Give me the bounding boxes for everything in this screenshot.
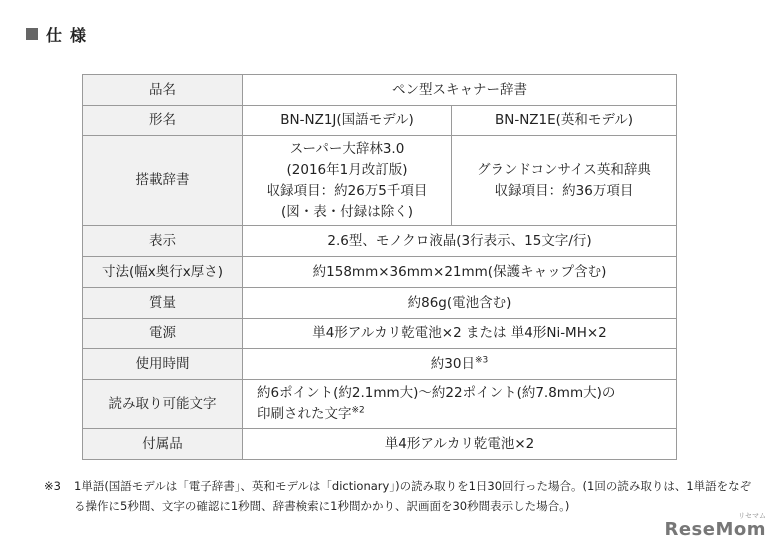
spec-value: ペン型スキャナー辞書 bbox=[243, 75, 677, 106]
spec-row-accessories bbox=[83, 429, 677, 460]
resemom-logo-text: ReseMom bbox=[664, 519, 766, 540]
spec-row-dictionaries bbox=[83, 136, 677, 226]
readable-characters-text: 印刷された文字 bbox=[257, 406, 352, 422]
spec-value-japanese-model: BN-NZ1J(国語モデル) bbox=[243, 106, 452, 136]
dictionary-line: 収録項目：約26万5千項目 bbox=[266, 182, 428, 199]
readable-characters-line: 約6ポイント(約2.1mm大)～約22ポイント(約7.8mm大)の bbox=[257, 385, 616, 401]
dictionary-line: スーパー大辞林3.0 bbox=[289, 140, 405, 157]
footnote-ref: ※2 bbox=[351, 405, 365, 416]
spec-label: 質量 bbox=[83, 288, 243, 319]
footnote bbox=[44, 477, 759, 516]
dictionary-line: (図・表・付録は除く) bbox=[280, 203, 414, 220]
spec-label: 付属品 bbox=[83, 429, 243, 460]
spec-row-model bbox=[83, 106, 677, 136]
spec-value-english-dictionary bbox=[452, 136, 677, 226]
footnote-text: 1単語(国語モデルは「電子辞書」、英和モデルは「dictionary」)の読み取りを1日30回行った場合。(1回の読み取りは、1単語をなぞる操作に5秒間、文字の確認に1秒間、辞書検索に1秒間かかり、訳画面を30秒間表示した場合。) bbox=[74, 479, 752, 513]
spec-label: 使用時間 bbox=[83, 349, 243, 380]
spec-row-readable-characters bbox=[83, 380, 677, 429]
spec-row-weight bbox=[83, 288, 677, 319]
spec-label: 寸法(幅x奥行x厚さ) bbox=[83, 257, 243, 288]
square-bullet-icon bbox=[26, 28, 38, 40]
spec-value: 単4形アルカリ乾電池×2 または 単4形Ni-MH×2 bbox=[243, 319, 677, 349]
spec-label: 搭載辞書 bbox=[83, 136, 243, 226]
usage-time-value: 約30日 bbox=[430, 355, 475, 372]
footnote-mark: ※3 bbox=[44, 479, 61, 493]
spec-row-power bbox=[83, 319, 677, 349]
spec-value: 約86g(電池含む) bbox=[243, 288, 677, 319]
spec-row-display bbox=[83, 226, 677, 257]
footnote-ref: ※3 bbox=[474, 355, 489, 365]
dictionary-line: (2016年1月改訂版) bbox=[286, 161, 408, 178]
dictionary-line: 収録項目：約36万項目 bbox=[494, 182, 634, 199]
spec-table bbox=[82, 74, 677, 460]
spec-row-dimensions bbox=[83, 257, 677, 288]
spec-label: 品名 bbox=[83, 75, 243, 106]
spec-row-product-name bbox=[83, 75, 677, 106]
dictionary-line: グランドコンサイス英和辞典 bbox=[477, 161, 651, 178]
readable-characters-line bbox=[257, 404, 672, 425]
section-title: 仕様 bbox=[46, 25, 95, 45]
spec-value: 約158mm×36mm×21mm(保護キャップ含む) bbox=[243, 257, 677, 288]
spec-value: 2.6型、モノクロ液晶(3行表示、15文字/行) bbox=[243, 226, 677, 257]
spec-label: 読み取り可能文字 bbox=[83, 380, 243, 429]
resemom-logo bbox=[664, 512, 766, 540]
spec-value-japanese-dictionary bbox=[243, 136, 452, 226]
spec-label: 表示 bbox=[83, 226, 243, 257]
spec-value bbox=[243, 380, 677, 429]
spec-label: 形名 bbox=[83, 106, 243, 136]
spec-value bbox=[243, 349, 677, 380]
spec-value: 単4形アルカリ乾電池×2 bbox=[243, 429, 677, 460]
spec-row-usage-time bbox=[83, 349, 677, 380]
section-heading bbox=[26, 24, 94, 44]
spec-label: 電源 bbox=[83, 319, 243, 349]
resemom-logo-subtitle: リセマム bbox=[738, 512, 766, 520]
spec-value-english-model: BN-NZ1E(英和モデル) bbox=[452, 106, 677, 136]
